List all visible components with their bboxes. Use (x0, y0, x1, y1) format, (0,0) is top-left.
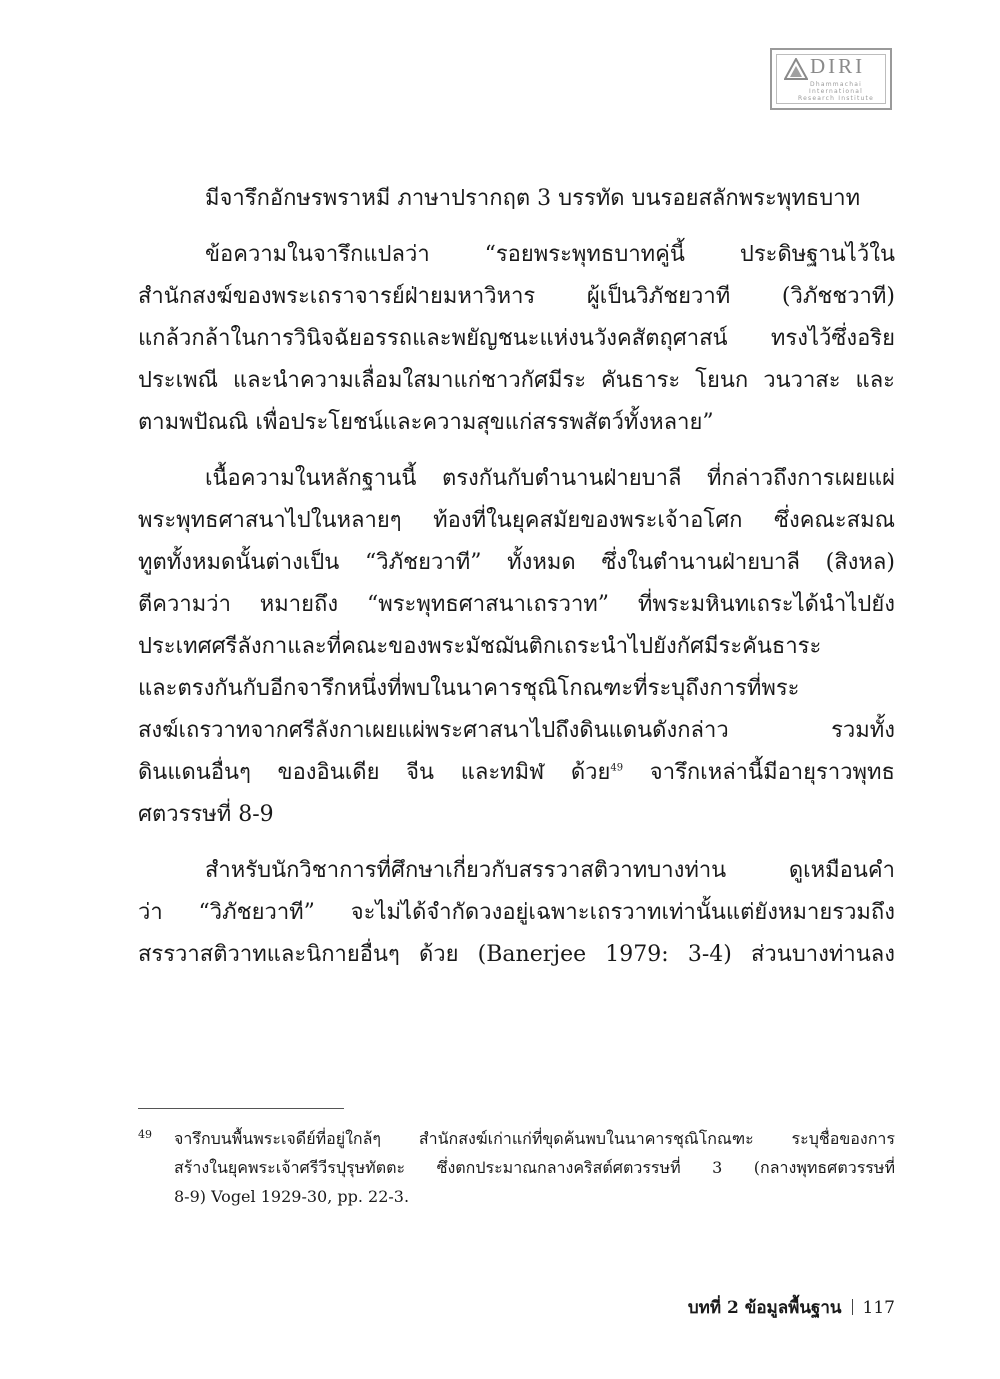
logo-subtitle (788, 81, 884, 102)
paragraph-line: ตีความว่า หมายถึง “พระพุทธศาสนาเถรวาท” ที่พระมหินทเถระได้นำไปยัง (138, 592, 895, 617)
paragraph-line: พระพุทธศาสนาไปในหลายๆ ท้องที่ในยุคสมัยของพระเจ้าอโศก ซึ่งคณะสมณ (138, 508, 895, 533)
logo-subtitle-line-2: Research Institute (798, 95, 874, 102)
paragraph-line: เนื้อความในหลักฐานนี้ ตรงกันกับตำนานฝ่ายบาลี ที่กล่าวถึงการเผยแผ่ (205, 466, 895, 491)
paragraph-line: มีจารึกอักษรพราหมี ภาษาปรากฤต 3 บรรทัด บนรอยสลักพระพุทธบาท (205, 186, 861, 211)
footnote-divider (138, 1108, 344, 1109)
footnote (138, 1124, 895, 1211)
logo-title: DIRI (810, 54, 866, 78)
paragraph-line: ตามพปัณณิ เพื่อประโยชน์และความสุขแก่สรรพสัตว์ทั้งหลาย” (138, 410, 714, 435)
triangle-emblem-icon (784, 58, 808, 80)
footnote-line: 8-9) Vogel 1929-30, pp. 22-3. (174, 1187, 410, 1206)
paragraph-line: ประเพณี และนำความเลื่อมใสมาแก่ชาวกัศมีระ คันธาระ โยนก วนวาสะ และ (138, 368, 895, 393)
paragraph-line: ประเทศศรีลังกาและที่คณะของพระมัชฌันติกเถระนำไปยังกัศมีระคันธาระ (138, 634, 822, 659)
paragraph-line: สงฆ์เถรวาทจากศรีลังกาเผยแผ่พระศาสนาไปถึงดินแดนดังกล่าว รวมทั้ง (138, 718, 895, 743)
paragraph-line-text: ดินแดนอื่นๆ ของอินเดีย จีน และทมิฬ ด้วย (138, 760, 611, 785)
paragraph-line: แกล้วกล้าในการวินิจฉัยอรรถและพยัญชนะแห่งนวังคสัตถุศาสน์ ทรงไว้ซึ่งอริย (138, 326, 895, 351)
paragraph-line: สรรวาสติวาทและนิกายอื่นๆ ด้วย (Banerjee 1979: 3-4) ส่วนบางท่านลง (138, 942, 895, 967)
paragraph-line-text-after: จารึกเหล่านี้มีอายุราวพุทธ (649, 760, 895, 785)
footnote-line: จารึกบนพื้นพระเจดีย์ที่อยู่ใกล้ๆ สำนักสงฆ์เก่าแก่ที่ขุดค้นพบในนาคารชุณิโกณฑะ ระบุชื่อของการ (174, 1129, 895, 1148)
paragraph-line: ศตวรรษที่ 8-9 (138, 802, 274, 827)
page-number: 117 (862, 1298, 895, 1318)
paragraph-line: สำนักสงฆ์ของพระเถราจารย์ฝ่ายมหาวิหาร ผู้เป็นวิภัชยวาที (วิภัชชวาที) (138, 284, 895, 309)
paragraph-4 (138, 850, 895, 976)
footnote-line: สร้างในยุคพระเจ้าศรีวีรปุรุษทัตตะ ซึ่งตกประมาณกลางคริสต์ศตวรรษที่ 3 (กลางพุทธศตวรรษที่ (174, 1158, 895, 1177)
paragraph-line: และตรงกันกับอีกจารึกหนึ่งที่พบในนาคารชุณิโกณฑะที่ระบุถึงการที่พระ (138, 676, 800, 701)
footnote-reference[interactable]: 49 (610, 762, 624, 774)
body-text (138, 178, 895, 990)
chapter-title: บทที่ 2 ข้อมูลพื้นฐาน (687, 1298, 842, 1318)
paragraph-line-with-footnote (138, 752, 895, 794)
paragraph-3 (138, 458, 895, 836)
footnote-text (174, 1124, 895, 1211)
paragraph-line: ข้อความในจารึกแปลว่า “รอยพระพุทธบาทคู่นี้ ประดิษฐานไว้ใน (205, 242, 895, 267)
running-footer (688, 1294, 895, 1321)
paragraph-1 (138, 178, 895, 220)
footer-separator (852, 1299, 853, 1315)
paragraph-2 (138, 234, 895, 444)
logo-subtitle-line-1: Dhammachai International (809, 81, 863, 95)
paragraph-line: สำหรับนักวิชาการที่ศึกษาเกี่ยวกับสรรวาสติวาทบางท่าน ดูเหมือนคำ (205, 858, 895, 883)
paragraph-line: ทูตทั้งหมดนั้นต่างเป็น “วิภัชยวาที” ทั้งหมด ซึ่งในตำนานฝ่ายบาลี (สิงหล) (138, 550, 895, 575)
paragraph-line: ว่า “วิภัชยวาที” จะไม่ได้จำกัดวงอยู่เฉพาะเถรวาทเท่านั้นแต่ยังหมายรวมถึง (138, 900, 895, 925)
footnote-number: 49 (138, 1128, 152, 1141)
diri-logo (770, 48, 892, 110)
